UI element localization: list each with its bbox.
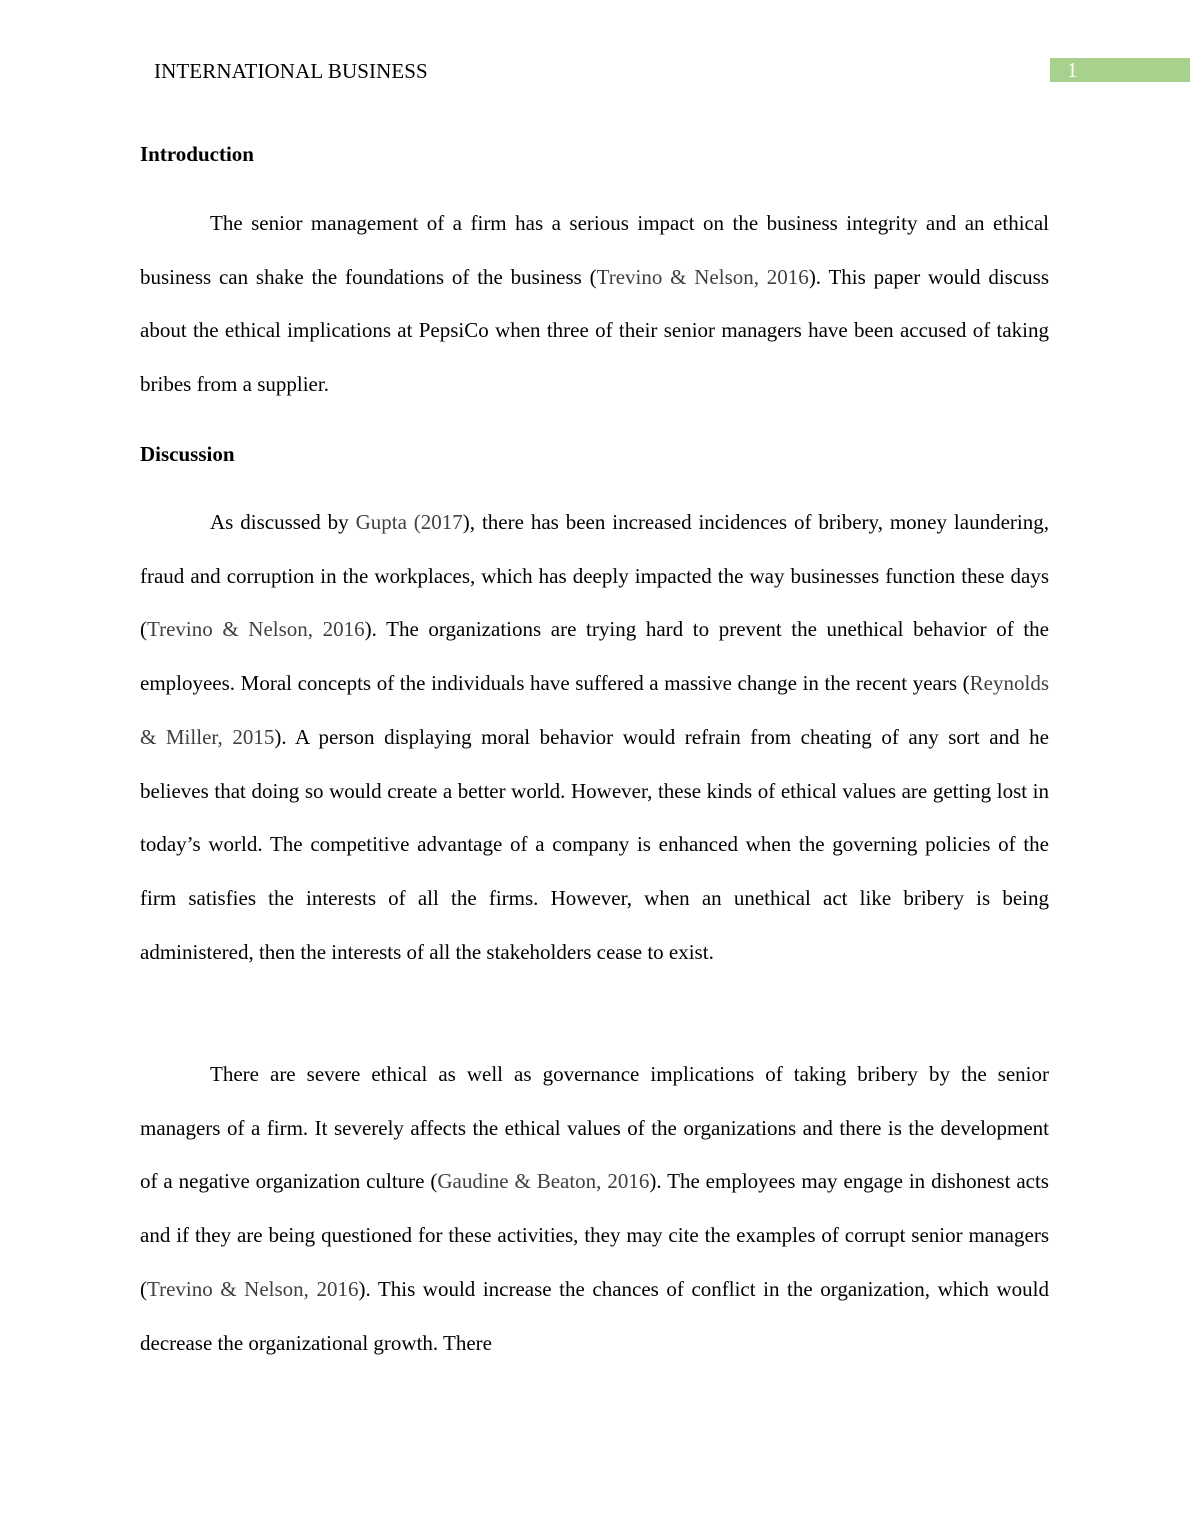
running-header-title: INTERNATIONAL BUSINESS [154,59,428,83]
page-number-bar [1050,58,1190,82]
text-run: ). A person displaying moral behavior would refrain from cheating of any sort and he believes that doing so would create a better world. However, these kinds of ethical values are getting lost in today’s world. The competitive advantage of a company is enhanced when the governing policies of the firm satisfies the interests of all the firms. However, when an unethical act like bribery is being administered, then the interests of all the stakeholders cease to exist. [140,724,1049,964]
text-run: ). The employees may engage in dishonest acts and if they are being questioned for these activities, they may cite the examples of corrupt senior managers ( [140,1169,1049,1301]
text-run: There are severe ethical as well as governance implications of taking bribery by the senior managers of a firm. It severely affects the ethical values of the organizations and there is the development of a negative organization culture ( [140,1062,1049,1194]
discussion-paragraph-1 [140,496,1049,979]
introduction-heading: Introduction [140,142,254,166]
text-run: ). This paper would discuss about the ethical implications at PepsiCo when three of their senior managers have been accused of taking bribes from a supplier. [140,264,1049,397]
text-run: ). The organizations are trying hard to prevent the unethical behavior of the employees. Moral concepts of the individuals have suffered a massive change in the recent years ( [140,617,1049,696]
citation: Trevino & Nelson, 2016 [596,264,809,289]
text-run: The senior management of a firm has a serious impact on the business integrity and an ethical business can shake the foundations of the business ( [140,211,1049,289]
citation: Trevino & Nelson, 2016 [147,617,365,642]
citation: Gupta (2017 [355,510,463,534]
citation: Gaudine & Beaton, 2016 [437,1169,650,1194]
introduction-paragraph [140,197,1049,412]
text-run: ), there has been increased incidences of bribery, money laundering, fraud and corruption in the workplaces, which has deeply impacted the way businesses function these days ( [140,510,1049,642]
discussion-heading: Discussion [140,442,235,466]
discussion-paragraph-2 [140,1048,1049,1370]
text-run: ). This would increase the chances of conflict in the organization, which would decrease the organizational growth. There [140,1276,1049,1355]
citation: Trevino & Nelson, 2016 [147,1276,359,1301]
page-number: 1 [1067,58,1078,82]
citation: Reynolds & Miller, 2015 [140,671,1049,749]
text-run: As discussed by [210,510,356,534]
